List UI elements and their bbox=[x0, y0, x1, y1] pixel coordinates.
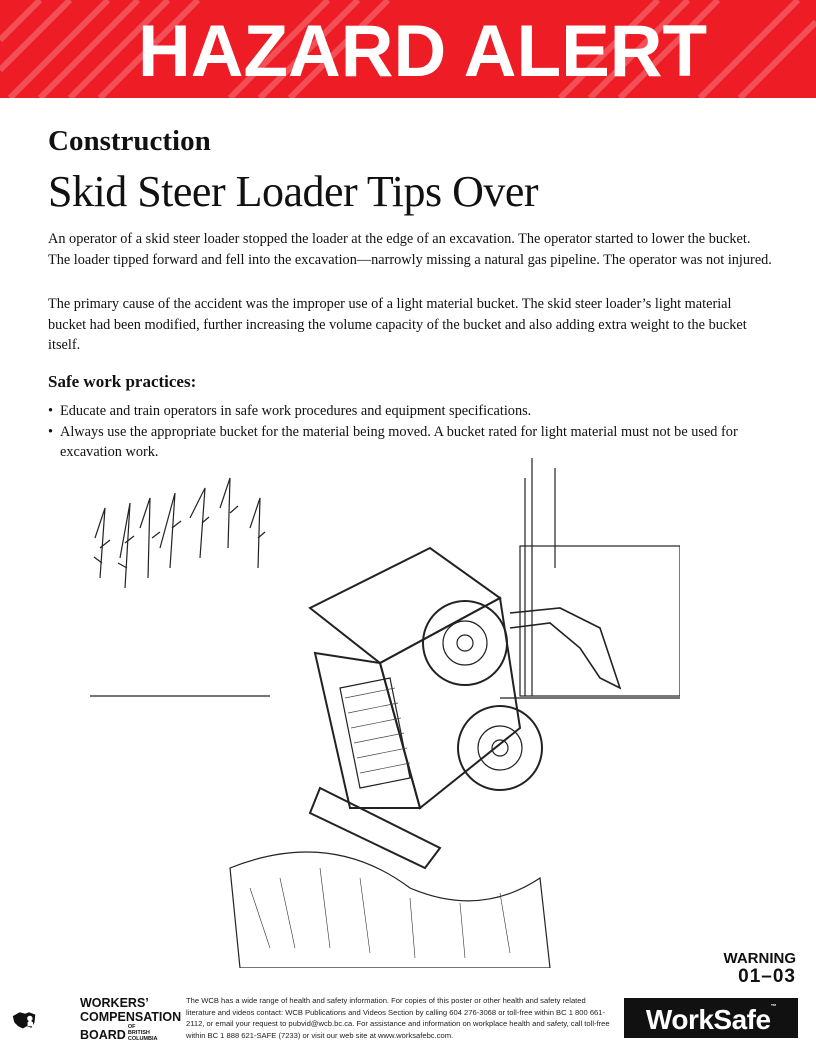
worksafe-brand: WorkSafe bbox=[645, 1004, 771, 1035]
wcb-org-name bbox=[80, 996, 181, 1042]
list-item bbox=[48, 401, 772, 422]
skid-steer-loader-tipping-illustration bbox=[80, 448, 680, 968]
worksafe-trademark: ™ bbox=[770, 1004, 777, 1010]
wcb-bc-logo-icon bbox=[12, 996, 78, 1044]
page-title: Skid Steer Loader Tips Over bbox=[48, 167, 539, 216]
warning-code-block bbox=[724, 950, 797, 987]
org-line-2: COMPENSATION bbox=[80, 1010, 182, 1024]
org-small: OF BRITISH COLUMBIA bbox=[127, 1024, 158, 1042]
org-line-1: WORKERS’ bbox=[80, 996, 149, 1010]
banner-title: HAZARD ALERT bbox=[138, 11, 708, 92]
footer-info-text: The WCB has a wide range of health and safety information. For copies of this poster or other health and safety related literature and videos contact: WCB Publications and Videos Section by calling 604 276-3068 or toll-free within BC 1 800 661-2112, or email your request to pubvid@wcb.bc.ca. For assistance and information on workplace health and safety, call toll-free within BC 1 888 621-SAFE (7233) or visit our web site at www.worksafebc.com. bbox=[186, 996, 610, 1040]
bullet-marker: • bbox=[48, 423, 54, 440]
warning-label: WARNING bbox=[723, 950, 796, 967]
safe-practices-heading: Safe work practices: bbox=[48, 372, 197, 391]
worksafe-logo bbox=[624, 998, 798, 1038]
cause-description: The primary cause of the accident was the improper use of a light material bucket. The skid steer loader’s light material bucket had been modified, further increasing the volume capacity of the bucket and also adding extra weight to the bucket itself. bbox=[48, 296, 747, 353]
incident-description: An operator of a skid steer loader stopped the loader at the edge of an excavation. The operator started to lower the bucket. The loader tipped forward and fell into the excavation—narrowly missing a natural gas pipeline. The operator was not injured. bbox=[48, 231, 772, 268]
bullet-text: Always use the appropriate bucket for the material being moved. A bucket rated for light material must not be used for excavation work. bbox=[60, 423, 738, 460]
org-line-3: BOARD bbox=[80, 1028, 126, 1042]
warning-code: 01–03 bbox=[738, 966, 796, 987]
bullet-marker: • bbox=[48, 403, 54, 419]
hazard-alert-banner bbox=[0, 0, 816, 98]
category-heading: Construction bbox=[48, 125, 211, 157]
bullet-text: Educate and train operators in safe work procedures and equipment specifications. bbox=[60, 403, 532, 419]
